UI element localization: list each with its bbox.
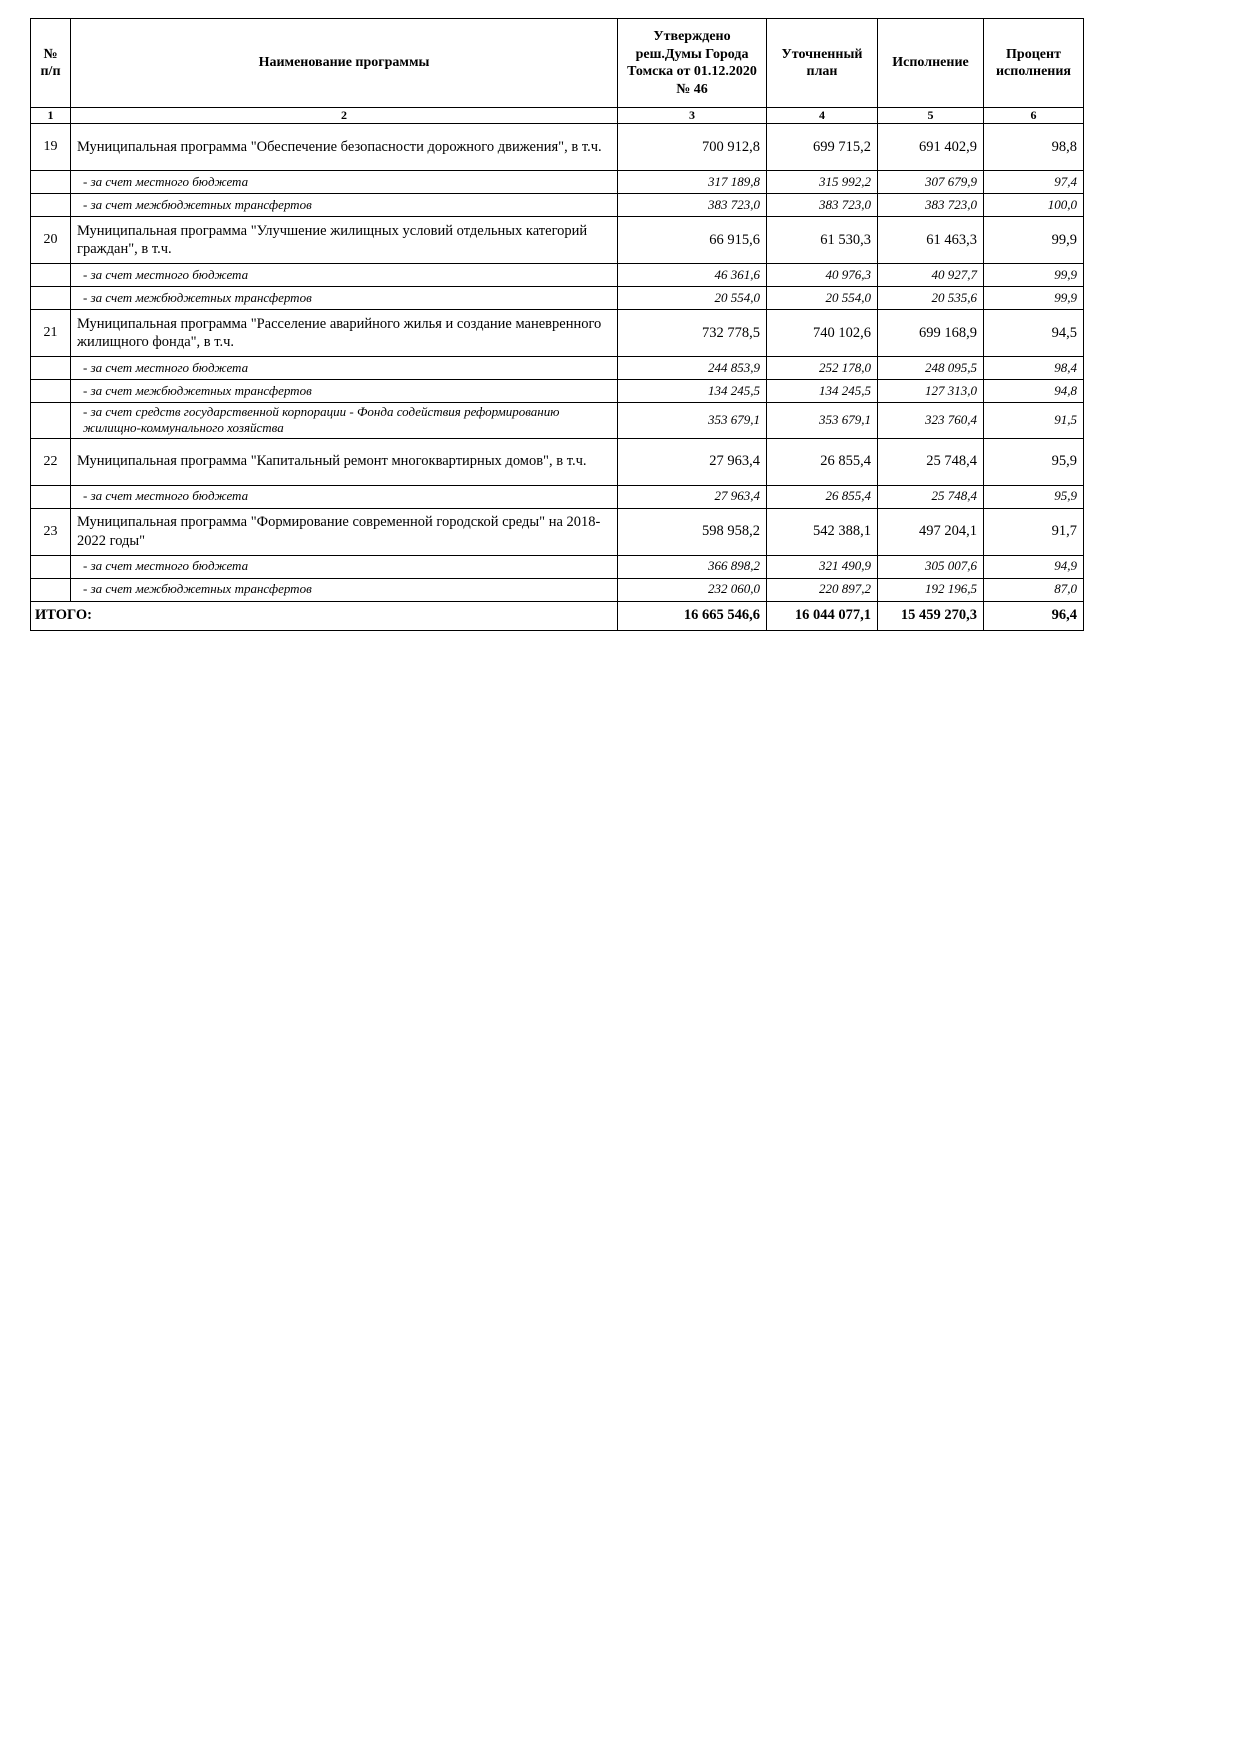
row-number <box>31 287 71 310</box>
table-body <box>31 124 1084 602</box>
table-row <box>31 194 1084 217</box>
row-number <box>31 485 71 508</box>
percent-value: 97,4 <box>984 171 1084 194</box>
program-name: Муниципальная программа "Расселение аварийного жилья и создание маневренного жилищного фонда", в т.ч. <box>71 310 618 357</box>
program-name: - за счет межбюджетных трансфертов <box>71 380 618 403</box>
percent-value: 99,9 <box>984 217 1084 264</box>
budget-table <box>30 18 1084 631</box>
total-approved-value: 16 665 546,6 <box>618 601 767 630</box>
total-executed-value: 15 459 270,3 <box>878 601 984 630</box>
program-name: Муниципальная программа "Формирование современной городской среды" на 2018-2022 годы" <box>71 508 618 555</box>
plan-value: 315 992,2 <box>767 171 878 194</box>
percent-value: 100,0 <box>984 194 1084 217</box>
table-row <box>31 217 1084 264</box>
percent-value: 94,5 <box>984 310 1084 357</box>
row-number: 23 <box>31 508 71 555</box>
percent-value: 98,4 <box>984 357 1084 380</box>
row-number <box>31 264 71 287</box>
approved-value: 27 963,4 <box>618 485 767 508</box>
approved-value: 46 361,6 <box>618 264 767 287</box>
col-number-6: 6 <box>984 108 1084 124</box>
approved-value: 20 554,0 <box>618 287 767 310</box>
plan-value: 252 178,0 <box>767 357 878 380</box>
executed-value: 383 723,0 <box>878 194 984 217</box>
approved-value: 598 958,2 <box>618 508 767 555</box>
executed-value: 192 196,5 <box>878 578 984 601</box>
program-name: - за счет межбюджетных трансфертов <box>71 194 618 217</box>
executed-value: 127 313,0 <box>878 380 984 403</box>
column-numbers-row <box>31 108 1084 124</box>
approved-value: 732 778,5 <box>618 310 767 357</box>
col-number-2: 2 <box>71 108 618 124</box>
total-label: ИТОГО: <box>31 601 618 630</box>
percent-value: 87,0 <box>984 578 1084 601</box>
percent-value: 98,8 <box>984 124 1084 171</box>
row-number: 21 <box>31 310 71 357</box>
row-number: 19 <box>31 124 71 171</box>
program-name: - за счет местного бюджета <box>71 555 618 578</box>
total-row <box>31 601 1084 630</box>
plan-value: 542 388,1 <box>767 508 878 555</box>
table-row <box>31 357 1084 380</box>
plan-value: 383 723,0 <box>767 194 878 217</box>
col-header-percent: Процент исполнения <box>984 19 1084 108</box>
executed-value: 25 748,4 <box>878 438 984 485</box>
col-header-approved: Утверждено реш.Думы Города Томска от 01.12.2020 № 46 <box>618 19 767 108</box>
percent-value: 99,9 <box>984 264 1084 287</box>
table-row <box>31 171 1084 194</box>
row-number: 22 <box>31 438 71 485</box>
program-name: Муниципальная программа "Обеспечение безопасности дорожного движения", в т.ч. <box>71 124 618 171</box>
plan-value: 61 530,3 <box>767 217 878 264</box>
plan-value: 26 855,4 <box>767 485 878 508</box>
percent-value: 94,9 <box>984 555 1084 578</box>
row-number <box>31 555 71 578</box>
program-name: Муниципальная программа "Капитальный ремонт многоквартирных домов", в т.ч. <box>71 438 618 485</box>
executed-value: 61 463,3 <box>878 217 984 264</box>
plan-value: 740 102,6 <box>767 310 878 357</box>
row-number <box>31 380 71 403</box>
executed-value: 307 679,9 <box>878 171 984 194</box>
plan-value: 20 554,0 <box>767 287 878 310</box>
approved-value: 66 915,6 <box>618 217 767 264</box>
executed-value: 305 007,6 <box>878 555 984 578</box>
approved-value: 232 060,0 <box>618 578 767 601</box>
col-header-program: Наименование программы <box>71 19 618 108</box>
plan-value: 699 715,2 <box>767 124 878 171</box>
approved-value: 27 963,4 <box>618 438 767 485</box>
col-number-1: 1 <box>31 108 71 124</box>
table-row <box>31 508 1084 555</box>
percent-value: 95,9 <box>984 438 1084 485</box>
row-number <box>31 578 71 601</box>
col-number-4: 4 <box>767 108 878 124</box>
col-header-plan: Уточненный план <box>767 19 878 108</box>
header-row <box>31 19 1084 108</box>
table-row <box>31 264 1084 287</box>
row-number <box>31 194 71 217</box>
executed-value: 497 204,1 <box>878 508 984 555</box>
col-header-num: № п/п <box>31 19 71 108</box>
executed-value: 323 760,4 <box>878 403 984 439</box>
table-row <box>31 287 1084 310</box>
total-plan-value: 16 044 077,1 <box>767 601 878 630</box>
program-name: - за счет межбюджетных трансфертов <box>71 578 618 601</box>
table-row <box>31 578 1084 601</box>
table-row <box>31 555 1084 578</box>
executed-value: 20 535,6 <box>878 287 984 310</box>
table-row <box>31 403 1084 439</box>
plan-value: 40 976,3 <box>767 264 878 287</box>
col-number-5: 5 <box>878 108 984 124</box>
row-number <box>31 403 71 439</box>
table-row <box>31 380 1084 403</box>
percent-value: 94,8 <box>984 380 1084 403</box>
approved-value: 700 912,8 <box>618 124 767 171</box>
executed-value: 40 927,7 <box>878 264 984 287</box>
table-row <box>31 438 1084 485</box>
executed-value: 699 168,9 <box>878 310 984 357</box>
table-row <box>31 485 1084 508</box>
percent-value: 99,9 <box>984 287 1084 310</box>
program-name: - за счет местного бюджета <box>71 357 618 380</box>
col-header-execution: Исполнение <box>878 19 984 108</box>
row-number <box>31 357 71 380</box>
percent-value: 95,9 <box>984 485 1084 508</box>
plan-value: 353 679,1 <box>767 403 878 439</box>
plan-value: 26 855,4 <box>767 438 878 485</box>
approved-value: 244 853,9 <box>618 357 767 380</box>
executed-value: 691 402,9 <box>878 124 984 171</box>
approved-value: 134 245,5 <box>618 380 767 403</box>
row-number <box>31 171 71 194</box>
executed-value: 25 748,4 <box>878 485 984 508</box>
program-name: Муниципальная программа "Улучшение жилищных условий отдельных категорий граждан", в т.ч. <box>71 217 618 264</box>
program-name: - за счет средств государственной корпорации - Фонда содействия реформированию жилищно-коммунального хозяйства <box>71 403 618 439</box>
approved-value: 317 189,8 <box>618 171 767 194</box>
table-row <box>31 124 1084 171</box>
program-name: - за счет местного бюджета <box>71 264 618 287</box>
row-number: 20 <box>31 217 71 264</box>
total-percent-value: 96,4 <box>984 601 1084 630</box>
table-row <box>31 310 1084 357</box>
col-number-3: 3 <box>618 108 767 124</box>
program-name: - за счет местного бюджета <box>71 485 618 508</box>
approved-value: 366 898,2 <box>618 555 767 578</box>
approved-value: 383 723,0 <box>618 194 767 217</box>
approved-value: 353 679,1 <box>618 403 767 439</box>
executed-value: 248 095,5 <box>878 357 984 380</box>
plan-value: 220 897,2 <box>767 578 878 601</box>
program-name: - за счет межбюджетных трансфертов <box>71 287 618 310</box>
plan-value: 321 490,9 <box>767 555 878 578</box>
percent-value: 91,5 <box>984 403 1084 439</box>
plan-value: 134 245,5 <box>767 380 878 403</box>
program-name: - за счет местного бюджета <box>71 171 618 194</box>
percent-value: 91,7 <box>984 508 1084 555</box>
